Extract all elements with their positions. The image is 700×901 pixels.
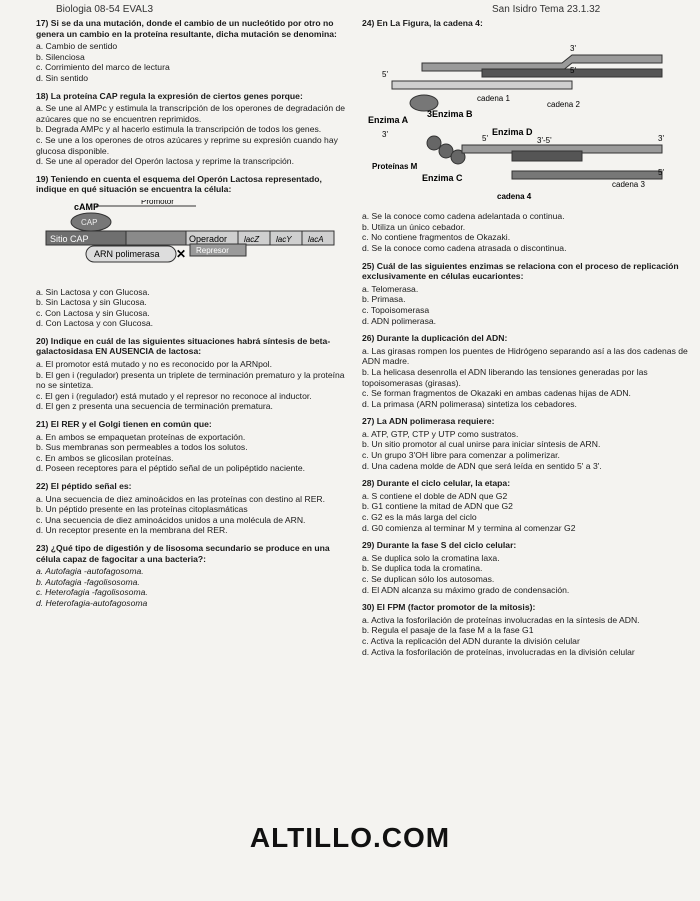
option: c. Activa la replicación del ADN durante la división celular: [362, 635, 580, 646]
option: a. En ambos se empaquetan proteínas de exportación.: [36, 431, 246, 442]
option: b. El gen i (regulador) presenta un triplete de terminación prematuro y la proteína no se sintetiza.: [36, 369, 345, 391]
option: a. Las girasas rompen los puentes de Hidrógeno separando así a las dos cadenas de ADN madre.: [362, 345, 688, 367]
option: c. Un grupo 3'OH libre para comenzar a polimerizar.: [362, 450, 560, 461]
option: a. Una secuencia de diez aminoácidos en las proteínas con destino al RER.: [36, 493, 326, 504]
option: c. G2 es la más larga del ciclo: [362, 512, 477, 523]
option: c. Corrimiento del marco de lectura: [36, 62, 170, 73]
question-title: 19) Teniendo en cuenta el esquema del Operón Lactosa representado, indique en qué situación se encuentra la célula:: [36, 173, 322, 195]
option: d. G0 comienza al terminar M y termina al comenzar G2: [362, 522, 576, 533]
option: a. Sin Lactosa y con Glucosa.: [36, 286, 150, 297]
option: c. Heterofagia -fagolisosoma.: [36, 587, 148, 598]
question-22: [36, 481, 354, 536]
question-title: 27) La ADN polimerasa requiere:: [362, 416, 495, 427]
option: d. Activa la fosforilación de proteínas, involucradas en la división celular: [362, 646, 635, 657]
question-title: 30) El FPM (factor promotor de la mitosis):: [362, 602, 536, 613]
question-title: 21) El RER y el Golgi tienen en común que:: [36, 419, 212, 430]
label-5-left: 5': [382, 69, 388, 79]
cadena-3-strand: [512, 171, 662, 179]
cap-label: CAP: [81, 217, 98, 227]
option: b. Sus membranas son permeables a todos los solutos.: [36, 442, 248, 453]
option: b. Degrada AMPc y al hacerlo estimula la transcripción de todos los genes.: [36, 124, 322, 135]
option: c. Topoisomerasa: [362, 304, 430, 315]
site-footer-logo: ALTILLO.COM: [249, 822, 451, 853]
question-24: [362, 18, 692, 254]
option: c. El gen i (regulador) está mutado y el represor no reconoce al inductor.: [36, 390, 312, 401]
cadena-4-label: cadena 4: [497, 191, 532, 201]
lacy-label: lacY: [276, 234, 292, 244]
question-title: 26) Durante la duplicación del ADN:: [362, 333, 508, 344]
question-title: 17) Si se da una mutación, donde el cambio de un nucleótido por otro no genera un cambio en la proteína resultante, dicha mutación se denomina:: [36, 18, 337, 39]
block-mark: ✕: [176, 246, 187, 261]
question-title: 18) La proteína CAP regula la expresión de ciertos genes porque:: [36, 90, 303, 101]
cadena-1-strand: [392, 81, 572, 89]
option: a. Cambio de sentido: [36, 41, 118, 52]
option: d. Heterofagia-autofagosoma: [36, 597, 148, 608]
option: c. En ambos se glicosilan proteínas.: [36, 452, 174, 463]
option: d. Una cadena molde de ADN que será leída en sentido 5' a 3'.: [362, 460, 602, 471]
option: b. Silenciosa: [36, 51, 85, 62]
header-right: San Isidro Tema 23.1.32: [492, 4, 601, 15]
option: d. Poseen receptores para el péptido señal de un polipéptido naciente.: [36, 463, 305, 474]
label-3-top: 3': [570, 43, 576, 53]
option: d. Se la conoce como cadena atrasada o discontinua.: [362, 242, 567, 253]
option: a. Activa la fosforilación de proteínas involucradas en la síntesis de ADN.: [362, 614, 640, 625]
question-26: [362, 333, 692, 409]
option: c. Se duplican sólo los autosomas.: [362, 574, 495, 584]
right-column: [362, 18, 692, 664]
question-title: 23) ¿Qué tipo de digestión y de lisosoma secundario se produce en una célula capaz de fagocitar a una bacteria?:: [36, 542, 330, 564]
okazaki-block: [512, 151, 582, 161]
operador-label: Operador: [189, 233, 228, 244]
promotor-label: Promotor: [141, 199, 174, 206]
question-19: [36, 174, 354, 329]
lacz-label: lacZ: [244, 234, 260, 244]
label-5-right: 5': [570, 65, 576, 75]
question-title: 24) En La Figura, la cadena 4:: [362, 18, 483, 28]
replication-fork-diagram: [362, 33, 692, 203]
question-23: [36, 543, 354, 609]
represor-label: Represor: [196, 245, 229, 255]
option: d. ADN polimerasa.: [362, 315, 437, 326]
option: b. Regula el pasaje de la fase M a la fase G1: [362, 625, 534, 636]
option: c. Se une a los operones de otros azúcares y reprime su expresión cuando hay glucosa disponible.: [36, 134, 338, 156]
question-title: 28) Durante el ciclo celular, la etapa:: [362, 478, 511, 489]
option: b. Utiliza un único cebador.: [362, 221, 466, 232]
question-29: [362, 540, 692, 595]
option: d. Con Lactosa y con Glucosa.: [36, 318, 154, 329]
option: a. Se duplica solo la cromatina laxa.: [362, 552, 500, 563]
label-5-lower: 5': [658, 167, 664, 177]
question-20: [36, 336, 354, 412]
option: a. Telomerasa.: [362, 283, 419, 294]
option: a. El promotor está mutado y no es reconocido por la ARNpol.: [36, 359, 272, 370]
option: a. Se une al AMPc y estimula la transcripción de los operones de degradación de azúcares que no se encuentren reprimidos.: [36, 103, 346, 124]
option: a. Se la conoce como cadena adelantada o continua.: [362, 211, 565, 222]
option: b. Un sitio promotor al cual unirse para iniciar síntesis de ARN.: [362, 439, 601, 450]
camp-label: cAMP: [74, 201, 100, 212]
option: b. Un péptido presente en las proteínas citoplasmáticas: [36, 504, 248, 515]
question-title: 29) Durante la fase S del ciclo celular:: [362, 540, 517, 551]
option: c. Con Lactosa y sin Glucosa.: [36, 307, 150, 318]
option: c. Una secuencia de diez aminoácidos unidos a una molécula de ARN.: [36, 514, 306, 525]
option: b. Sin Lactosa y sin Glucosa.: [36, 297, 147, 308]
question-28: [362, 478, 692, 533]
question-25: [362, 261, 692, 327]
enzima-a-label: Enzima A: [368, 114, 409, 125]
question-title: 25) Cuál de las siguientes enzimas se relaciona con el proceso de replicación exclusivamente en células eucariontes:: [362, 260, 679, 282]
option: a. S contiene el doble de ADN que G2: [362, 490, 508, 501]
option: b. Se duplica toda la cromatina.: [362, 563, 483, 574]
option: c. No contiene fragmentos de Okazaki.: [362, 232, 511, 243]
proteina-m-1: [427, 136, 441, 150]
laca-label: lacA: [308, 234, 324, 244]
cadena-3-label: cadena 3: [612, 179, 645, 189]
enzima-c-label: Enzima C: [422, 172, 463, 183]
enzima-d-label: Enzima D: [492, 126, 533, 137]
proteinas-m-label: Proteínas M: [372, 161, 418, 171]
option: c. Se forman fragmentos de Okazaki en ambas cadenas hijas de ADN.: [362, 388, 631, 399]
option: d. Se une al operador del Operón lactosa y reprime la transcripción.: [36, 156, 294, 167]
question-27: [362, 416, 692, 471]
question-title: 22) El péptido señal es:: [36, 481, 132, 491]
option: d. El gen z presenta una secuencia de terminación prematura.: [36, 401, 273, 412]
label-3-5: 3'-5': [537, 135, 552, 145]
question-30: [362, 602, 692, 657]
option: d. La primasa (ARN polimerasa) sintetiza los cebadores.: [362, 398, 577, 409]
operon-diagram: [36, 200, 336, 278]
option: d. El ADN alcanza su máximo grado de condensación.: [362, 584, 570, 595]
option: d. Sin sentido: [36, 72, 89, 83]
option: a. ATP, GTP, CTP y UTP como sustratos.: [362, 428, 519, 439]
cadena-1-label: cadena 1: [477, 93, 510, 103]
option: b. Autofagia -fagolisosoma.: [36, 576, 140, 587]
sitio-cap-label: Sitio CAP: [50, 233, 89, 244]
arn-pol-label: ARN polimerasa: [94, 248, 160, 259]
option: d. Un receptor presente en la membrana del RER.: [36, 525, 228, 536]
option: b. Primasa.: [362, 294, 406, 305]
question-title: 20) Indique en cuál de las siguientes situaciones habrá síntesis de beta-galactosidasa EN AUSENCIA de lactosa:: [36, 335, 331, 357]
option: a. Autofagia -autofagosoma.: [36, 566, 144, 577]
label-3-left: 3': [382, 129, 388, 139]
option: b. La helicasa desenrolla el ADN liberando las tensiones generadas por las topoisomerasas (girasas).: [362, 366, 648, 388]
label-5-mid: 5': [482, 133, 488, 143]
option: b. G1 contiene la mitad de ADN que G2: [362, 501, 513, 512]
question-18: [36, 91, 354, 167]
label-3-right: 3': [658, 133, 664, 143]
left-column: [36, 18, 354, 616]
cadena-2-label: cadena 2: [547, 99, 580, 109]
question-21: [36, 419, 354, 474]
question-17: [36, 18, 354, 84]
header-left: Biologia 08-54 EVAL3: [56, 4, 154, 15]
enzima-b-label: 3Enzima B: [427, 108, 473, 119]
